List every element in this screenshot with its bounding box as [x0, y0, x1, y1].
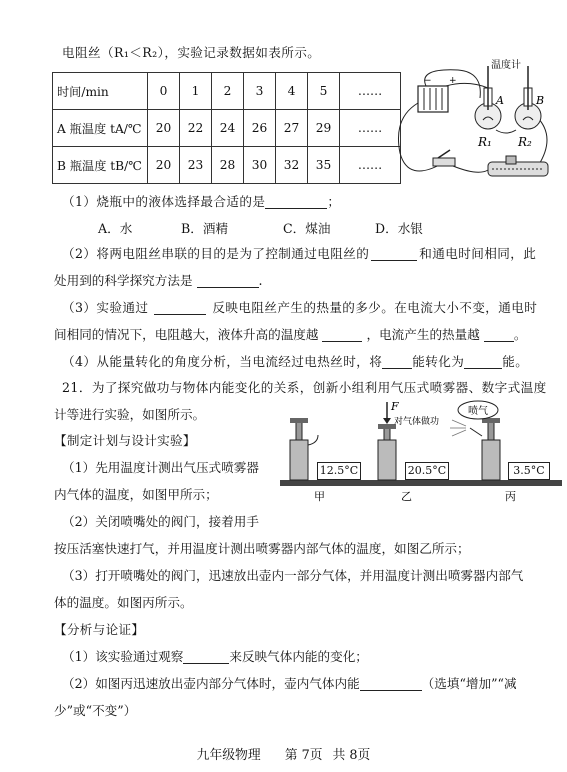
table-cell: 27 [276, 110, 308, 147]
table-row [53, 110, 401, 147]
sprayer-figure [280, 400, 562, 505]
q20-4-text: （4）从能量转化的角度分析，当电流经过电热丝时，将 [62, 354, 383, 369]
thermometer-label: 温度计 [491, 60, 521, 71]
footer-page: 第 7页 [284, 748, 323, 763]
q20-2-text-c: 处用到的科学探究方法是 [54, 273, 193, 288]
sprayer-b [378, 402, 396, 480]
table-cell: 24 [212, 110, 244, 147]
circuit-diagram [388, 58, 558, 198]
section-analysis: 【分析与论证】 [54, 622, 145, 637]
section-plan: 【制定计划与设计实验】 [54, 433, 196, 448]
q21-title: 21．为了探究做功与物体内能变化的关系，创新小组利用气压式喷雾器、数字式温度 [62, 380, 547, 395]
ana1-text-b: 来反映气体内能的变化； [229, 649, 368, 664]
temp-readout-jia: 12.5°C [317, 462, 361, 480]
q21-analysis-2 [62, 673, 517, 692]
q20-3 [62, 297, 537, 316]
answer-blank[interactable] [322, 328, 362, 342]
table-cell: …… [340, 73, 401, 110]
spray-label: 喷气 [468, 406, 488, 417]
table-row [53, 147, 401, 184]
q20-1-text: （1）烧瓶中的液体选择最合适的是 [62, 194, 266, 209]
footer-total: 共 8页 [332, 748, 371, 763]
temp-readout-yi: 20.5°C [405, 462, 449, 480]
temperature-table [52, 72, 401, 184]
table-cell: 20 [148, 110, 180, 147]
answer-blank[interactable] [183, 650, 229, 664]
table-cell: 3 [244, 73, 276, 110]
q21-title-cont: 计等进行实验，如图所示。 [54, 407, 206, 422]
q20-3-text-b: 反映电阻丝产生的热量的多少。在电流大小不变，通电时 [212, 300, 538, 315]
answer-blank[interactable] [371, 247, 417, 261]
table-cell: 22 [180, 110, 212, 147]
table-cell: 1 [180, 73, 212, 110]
table-cell: A 瓶温度 tA/℃ [53, 110, 148, 147]
q20-2-text: （2）将两电阻丝串联的目的是为了控制通过电阻丝的 [62, 246, 370, 261]
label-a: A [496, 94, 504, 107]
q21-step1-cont: 内气体的温度，如图甲所示； [54, 487, 218, 502]
intro-line: 电阻丝（R₁＜R₂），实验记录数据如表所示。 [62, 45, 321, 60]
answer-blank[interactable] [265, 195, 327, 209]
footer-subject: 九年级物理 [196, 748, 261, 763]
q20-2-cont [54, 270, 263, 289]
q21-analysis-1 [62, 646, 368, 665]
q20-3-end: 。 [513, 327, 527, 342]
answer-blank[interactable] [197, 274, 259, 288]
table-row [53, 73, 401, 110]
table-cell: 30 [244, 147, 276, 184]
q20-3-text: （3）实验通过 [62, 300, 149, 315]
sprayer-a [290, 418, 318, 480]
q21-analysis-2-cont: 少”或“不变”） [54, 703, 137, 718]
q21-step1: （1）先用温度计测出气压式喷雾器 [62, 460, 259, 475]
table-cell: 4 [276, 73, 308, 110]
answer-blank[interactable] [484, 328, 514, 342]
table-cell: …… [340, 147, 401, 184]
q20-2-text-b: 和通电时间相同，此 [419, 246, 537, 261]
q20-1-option-d: D．水银 [375, 221, 423, 236]
table-cell: 32 [276, 147, 308, 184]
table-cell: 2 [212, 73, 244, 110]
ana2-text-b: （选填“增加”“减 [421, 676, 517, 691]
q20-4-text-b: 能转化为 [412, 354, 465, 369]
caption-bing: 丙 [505, 490, 516, 503]
table-cell: …… [340, 110, 401, 147]
table-cell: 0 [148, 73, 180, 110]
label-r2: R₂ [518, 135, 532, 149]
q20-3-text-d: ，电流产生的热量越 [366, 327, 480, 342]
label-b: B [536, 94, 545, 107]
q20-2-end: . [258, 273, 263, 288]
ana1-text: （1）该实验通过观察 [62, 649, 184, 664]
minus-label: − [424, 76, 432, 86]
table-cell: 29 [308, 110, 340, 147]
table-cell: 35 [308, 147, 340, 184]
q20-1-option-c: C．煤油 [283, 221, 331, 236]
answer-blank[interactable] [154, 301, 206, 315]
answer-blank[interactable] [360, 677, 422, 691]
q20-1-option-b: B．酒精 [181, 221, 229, 236]
label-r1: R₁ [478, 135, 492, 149]
work-label: 对气体做功 [394, 417, 440, 427]
q21-step3-cont: 体的温度。如图丙所示。 [54, 595, 193, 610]
q20-3-text-c: 间相同的情况下，电阻越大，液体升高的温度越 [54, 327, 319, 342]
q21-step2-cont: 按压活塞快速打气，并用温度计测出喷雾器内部气体的温度，如图乙所示； [54, 541, 470, 556]
table-cell: 5 [308, 73, 340, 110]
temp-readout-bing: 3.5°C [508, 462, 550, 480]
caption-jia: 甲 [314, 490, 325, 503]
q21-step2: （2）关闭喷嘴处的阀门，接着用手 [62, 514, 259, 529]
answer-blank[interactable] [382, 355, 412, 369]
plus-label: + [449, 76, 457, 86]
answer-blank[interactable] [464, 355, 502, 369]
table-cell: B 瓶温度 tB/℃ [53, 147, 148, 184]
q21-step3: （3）打开喷嘴处的阀门，迅速放出壶内一部分气体，并用温度计测出喷雾器内部气 [62, 568, 524, 583]
page-footer [0, 744, 567, 763]
caption-yi: 乙 [401, 490, 412, 503]
q20-4-end: 能。 [502, 354, 529, 369]
q20-1 [62, 191, 340, 210]
q20-4 [62, 351, 528, 370]
q20-2 [62, 243, 536, 262]
q20-1-option-a: A．水 [98, 221, 133, 236]
table-cell: 时间/min [53, 73, 148, 110]
table-cell: 20 [148, 147, 180, 184]
table-cell: 28 [212, 147, 244, 184]
q20-1-end: ； [327, 194, 341, 209]
force-label: F [391, 400, 399, 413]
table-cell: 23 [180, 147, 212, 184]
q20-3-cont [54, 324, 526, 343]
table-cell: 26 [244, 110, 276, 147]
ana2-text: （2）如图丙迅速放出壶内部分气体时，壶内气体内能 [62, 676, 360, 691]
